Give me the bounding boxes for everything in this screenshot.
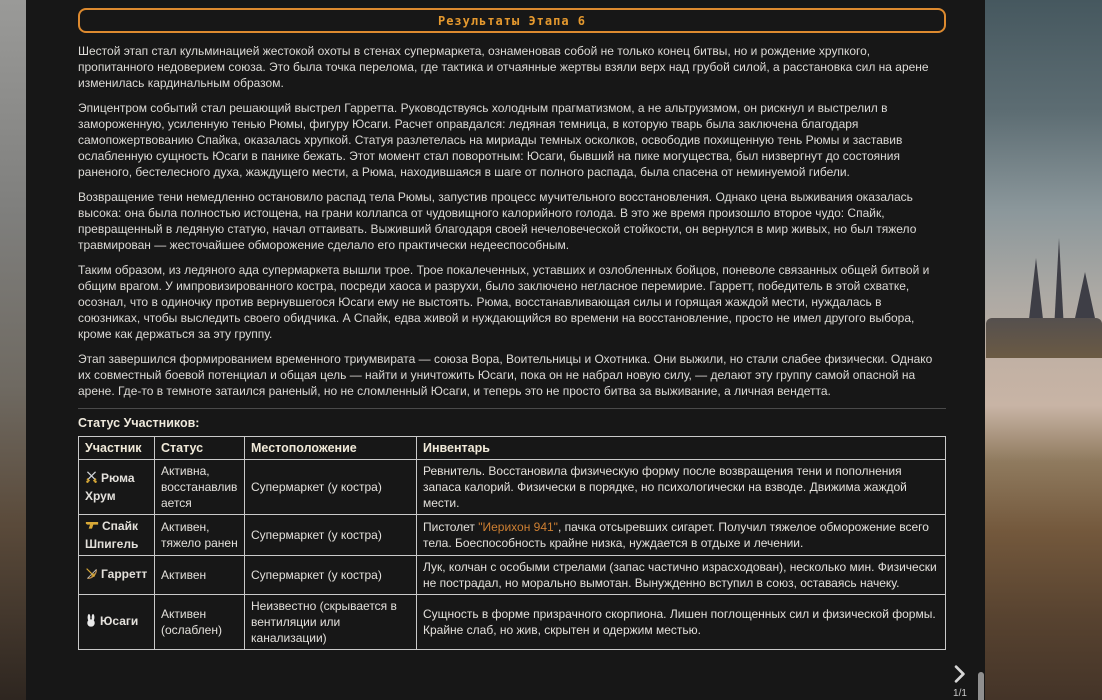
participant-status: Активен <box>155 556 245 595</box>
participant-inventory: Сущность в форме призрачного скорпиона. Лишен поглощенных сил и физической формы. Крайне слаб, но жив, скрытен и одержим местью. <box>417 595 946 650</box>
participant-cell <box>79 460 155 515</box>
content-area <box>26 0 985 650</box>
participant-status: Активен (ослаблен) <box>155 595 245 650</box>
participant-location: Неизвестно (скрывается в вентиляции или канализации) <box>245 595 417 650</box>
participant-location: Супермаркет (у костра) <box>245 460 417 515</box>
rabbit-icon <box>85 614 97 631</box>
narrative-paragraph-5: Этап завершился формированием временного триумвирата — союза Вора, Воительницы и Охотника. Они выжили, но стали слабее физически. Однако их совместный боевой потенциал и общая цель — найти и уничтожить Юсаги, пока он не набрал новую силу, — делают эту группу самой опасной на арене. Где-то в темноте затаился раненый, но не сломленный Юсаги, и теперь это не просто битва за выживание, а личная вендетта. <box>78 352 933 398</box>
participant-name: Юсаги <box>100 614 139 628</box>
table-row <box>79 595 946 650</box>
table-row <box>79 515 946 556</box>
table-row <box>79 556 946 595</box>
participant-inventory <box>417 515 946 556</box>
participant-cell <box>79 556 155 595</box>
participant-status: Активен, тяжело ранен <box>155 515 245 556</box>
column-header-status: Статус <box>155 437 245 460</box>
page-indicator: 1/1 <box>953 688 967 699</box>
column-header-inventory: Инвентарь <box>417 437 946 460</box>
participant-status: Активна, восстанавливается <box>155 460 245 515</box>
weapon-name-highlight: "Иерихон 941" <box>478 520 558 534</box>
participant-cell <box>79 595 155 650</box>
participant-cell <box>79 515 155 556</box>
stage-results-title-box <box>78 8 946 33</box>
content-panel <box>26 0 985 700</box>
narrative-paragraph-4: Таким образом, из ледяного ада супермаркета вышли трое. Трое покалеченных, уставших и озлобленных бойцов, поневоле связанных общей битвой и общим врагом. У импровизированного костра, посреди хаоса и разрухи, было заключено негласное перемирие. Гарретт, победитель в этой схватке, осознал, что в одиночку против вернувшегося Юсаги ему не выстоять. Рюма, восстанавливающая силы и горящая жаждой мести, нуждалась в союзниках, чтобы выследить своего обидчика. А Спайк, едва живой и нуждающийся во времени на восстановление, просто не имел другого выбора, кроме как держаться за эту группу. <box>78 263 930 341</box>
participant-location: Супермаркет (у костра) <box>245 515 417 556</box>
participants-table <box>78 436 946 650</box>
bow-arrow-icon <box>85 567 98 584</box>
inventory-text: Пистолет <box>423 520 479 534</box>
pistol-icon <box>85 519 99 536</box>
narrative-paragraph-3: Возвращение тени немедленно остановило распад тела Рюмы, запустив процесс мучительного восстановления. Однако цена выживания оказалась высока: она была полностью истощена, на грани коллапса от чудовищного калорийного голода. В это же время произошло второе чудо: Спайк, превращенный в ледяную статую, начал оттаивать. Выживший благодаря своей нечеловеческой стойкости, он вернулся в мир живых, но был тяжело травмирован — жесточайшее обморожение сделало его практически недееспособным. <box>78 190 917 252</box>
participant-name: Спайк Шпигель <box>85 519 139 551</box>
participant-name: Рюма Хрум <box>85 471 135 503</box>
participant-location: Супермаркет (у костра) <box>245 556 417 595</box>
narrative-paragraph-1: Шестой этап стал кульминацией жестокой охоты в стенах супермаркета, ознаменовав собой не только конец битвы, но и рождение хрупкого, пропитанного недоверием союза. Это была точка перелома, где тактика и отчаянные жертвы взяли верх над грубой силой, а расстановка сил на арене изменилась кардинальным образом. <box>78 44 929 90</box>
participant-inventory: Ревнитель. Восстановила физическую форму после возвращения тени и пополнения запаса калорий. Физически в порядке, но психологически на взводе. Движима жаждой мести. <box>417 460 946 515</box>
background-spire <box>1054 238 1064 330</box>
next-page-button[interactable] <box>947 665 973 688</box>
narrative-paragraph-2: Эпицентром событий стал решающий выстрел Гарретта. Руководствуясь холодным прагматизмом, а не альтруизмом, он рискнул и выстрелил в замороженную, усиленную тенью Рюмы, фигуру Юсаги. Расчет оправдался: ледяная темница, в которую тварь была заключена благодаря самопожертвованию Спайка, оказалась хрупкой. Статуя разлетелась на мириады темных осколков, освободив похищенную тень Рюмы и заставив ослабленную сущность Юсаги в панике бежать. Этот момент стал поворотным: Юсаги, бывший на пике могущества, был низвергнут до состояния раненого, бестелесного духа, жаждущего мести, а Рюма, находившаяся в шаге от полного распада, была спасена от неминуемой гибели. <box>78 101 903 179</box>
participants-status-heading: Статус Участников: <box>78 416 200 430</box>
column-header-participant: Участник <box>79 437 155 460</box>
background-rocks <box>986 318 1102 358</box>
crossed-swords-icon <box>85 471 98 488</box>
background-left-strip <box>0 0 26 700</box>
inventory-text: , пачка отсыревших сигарет. Получил тяжелое обморожение всего тела. Боеспособность крайне низка, нуждается в отдыхе и лечении. <box>423 520 929 550</box>
pagination <box>947 665 973 699</box>
participant-inventory: Лук, колчан с особыми стрелами (запас частично израсходован), несколько мин. Физически не пострадал, но морально вымотан. Вынужденно вступил в союз, оставаясь начеку. <box>417 556 946 595</box>
table-header-row <box>79 437 946 460</box>
section-divider <box>78 408 946 409</box>
column-header-location: Местоположение <box>245 437 417 460</box>
page-title: Результаты Этапа 6 <box>437 13 587 28</box>
scrollbar-thumb[interactable] <box>978 672 984 700</box>
table-row <box>79 460 946 515</box>
participant-name: Гарретт <box>101 567 148 581</box>
